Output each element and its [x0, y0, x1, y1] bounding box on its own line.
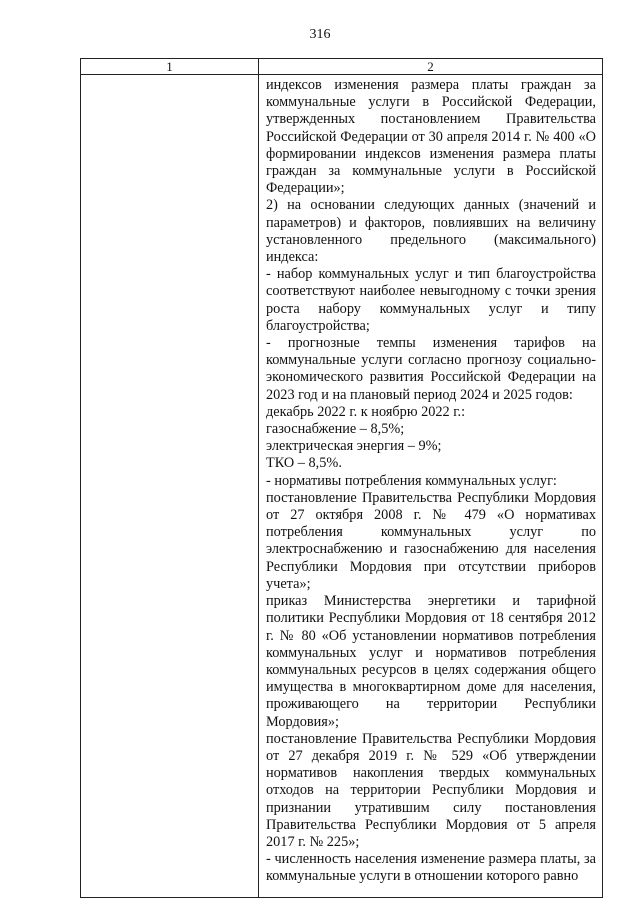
- document-table: [80, 58, 603, 898]
- paragraph-service-set: - набор коммунальных услуг и тип благоустройства соответствуют наиболее невыгодному с точки зрения роста набору коммунальных услуг и типу благоустройства;: [266, 266, 596, 334]
- column-1-header: 1: [81, 59, 259, 75]
- table-body-row: [81, 75, 603, 898]
- paragraph-consumption-norms: - нормативы потребления коммунальных услуг:: [266, 472, 557, 489]
- paragraph-basis-data: 2) на основании следующих данных (значений и параметров) и факторов, повлиявших на величину установленного предельного (максимального) индекса:: [266, 197, 596, 266]
- column-1-cell: [81, 75, 259, 898]
- paragraph-order-80: приказ Министерства энергетики и тарифной политики Республики Мордовия от 18 сентября 2012 г. № 80 «Об установлении нормативов потребления коммунальных услуг и нормативов потребления коммунальных ресурсов в целях содержания общего имущества в многоквартирном доме для населения, проживающего на территории Республики Мордовия»;: [266, 593, 596, 730]
- paragraph-index-reference: индексов изменения размера платы граждан за коммунальные услуги в Российской Федерации, утвержденных постановлением Правительства Российской Федерации от 30 апреля 2014 г. № 400 «О формировании индексов изменения размера платы граждан за коммунальные услуги в Российской Федерации»;: [266, 77, 596, 197]
- paragraph-gas-supply: газоснабжение – 8,5%;: [266, 421, 405, 438]
- paragraph-period: декабрь 2022 г. к ноябрю 2022 г.:: [266, 403, 466, 420]
- column-2-cell: [259, 75, 603, 898]
- paragraph-resolution-479: постановление Правительства Республики Мордовия от 27 октября 2008 г. № 479 «О нормативах потребления коммунальных услуг по электроснабжению и газоснабжению для населения Республики Мордовия при отсутствии приборов учета»;: [266, 489, 596, 592]
- paragraph-resolution-529: постановление Правительства Республики Мордовия от 27 декабря 2019 г. № 529 «Об утверждении нормативов накопления твердых коммунальных отходов на территории Республики Мордовия и признании утратившим силу постановления Правительства Республики Мордовия от 5 апреля 2017 г. № 225»;: [266, 730, 596, 850]
- page-number: 316: [309, 27, 331, 42]
- column-2-header: 2: [259, 59, 603, 75]
- paragraph-population: - численность населения изменение размера платы, за коммунальные услуги в отношении которого равно: [266, 851, 596, 885]
- paragraph-electricity: электрическая энергия – 9%;: [266, 438, 442, 455]
- table-header-row: [81, 59, 603, 75]
- paragraph-tariff-forecast: - прогнозные темпы изменения тарифов на коммунальные услуги согласно прогнозу социально-экономического развития Российской Федерации на 2023 год и на плановый период 2024 и 2025 годов:: [266, 335, 596, 403]
- paragraph-tko: ТКО – 8,5%.: [266, 455, 342, 472]
